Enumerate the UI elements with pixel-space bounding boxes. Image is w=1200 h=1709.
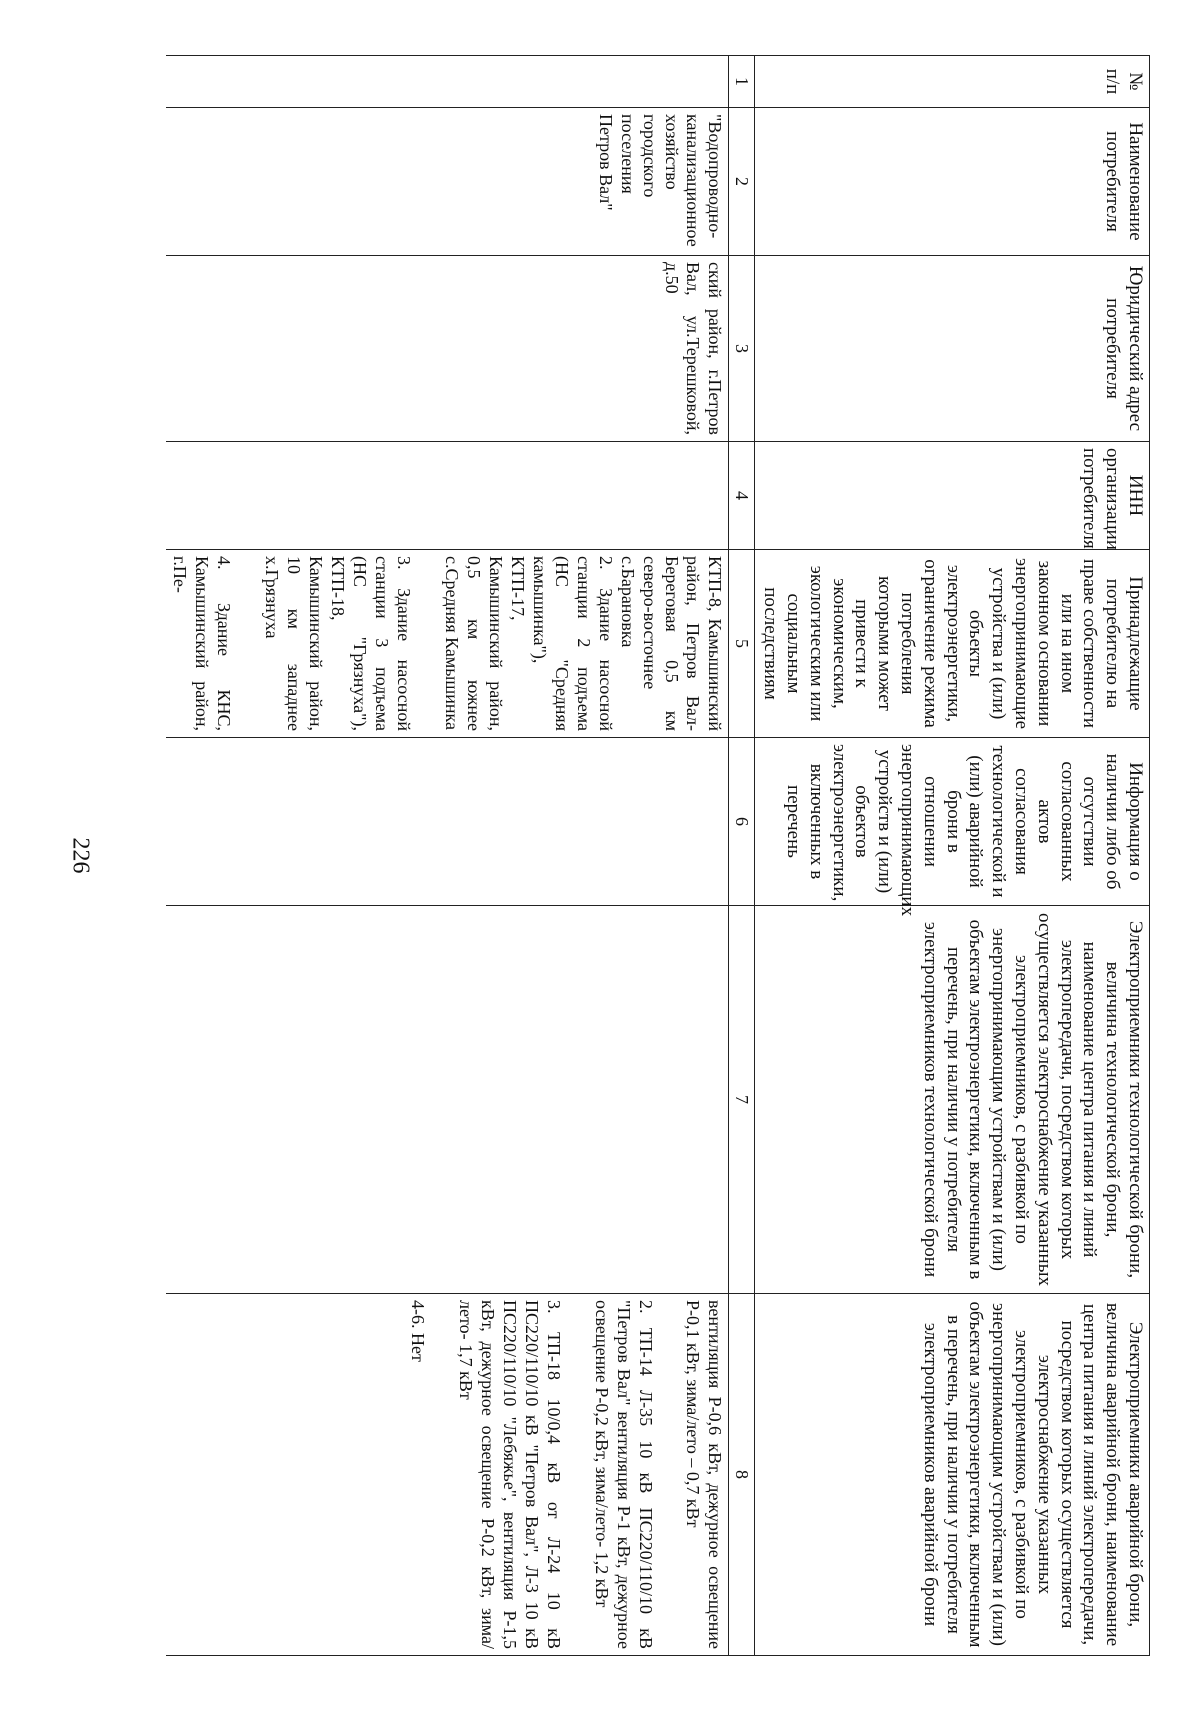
header-cell: Электроприемники технологической брони, величина технологической брони, наименование центра питания и линий электропередачи, посредством которых осуществляется электроснабжение указанных электроприемников, с разбивкой по энергопринимающим устройствам и (или) объектам электроэнергетики, включенным в перечень, при наличии у потребителя электроприемников технологической брони	[755, 906, 1150, 1294]
header-cell: Юридический адрес потребителя	[755, 256, 1150, 442]
column-number: 1	[729, 56, 755, 108]
agreement-info-cell	[166, 738, 729, 906]
inn-cell	[166, 442, 729, 550]
reserve-entry: 3. ТП-18 10/0,4 кВ от Л-24 10 кВ ПС220/110/10 кВ "Петров Вал", Л-3 10 кВ ПС220/110/10 "Лебяжье", вентиляция Р-1,5 кВт, дежурное освещение Р-0,2 кВт, зима/лето- 1,7 кВт	[455, 1300, 564, 1649]
column-number: 7	[729, 906, 755, 1294]
device-entry: 4. Здание КНС, Камышинский район, г.Пе-	[170, 556, 235, 731]
reserve-entry: 2. ТП-14 Л-35 10 кВ ПС220/110/10 кВ "Петров Вал" вентиляция Р-1 кВт, дежурное освещение Р-0,2 кВт, зима/лето- 1,2 кВт	[591, 1300, 656, 1649]
rotated-sheet	[50, 55, 1150, 1655]
consumer-table	[166, 55, 1150, 1656]
header-cell: Наименование потребителя	[755, 108, 1150, 256]
device-entry: КТП-8, Камышинский район, Петров Вал-Береговая 0,5 км северо-восточнее с.Барановка 2. Здание насосной станции 2 подъема (НС "Средняя камышинка"), КТП-17, Камышинский район, 0,5 км южнее с.Средняя Камышинка	[442, 556, 726, 731]
header-cell: ИНН организации потребителя	[755, 442, 1150, 550]
row-number-cell	[166, 56, 729, 108]
column-number: 6	[729, 738, 755, 906]
device-entry: 3. Здание насосной станции 3 подъема (НС "Грязнуха"), КТП-18, Камышинский район, 10 км западнее х.Грязнуха	[262, 556, 415, 731]
column-number-row	[729, 56, 755, 1656]
emergency-reserve-cell	[166, 1294, 729, 1656]
consumer-name-cell: "Водопроводно-канализационное хозяйство городского поселения Петров Вал"	[166, 108, 729, 256]
column-number: 3	[729, 256, 755, 442]
column-number: 2	[729, 108, 755, 256]
reserve-entry: вентиляция Р-0,6 кВт, дежурное освещение Р-0,1 кВт, зима/лето – 0,7 кВт	[683, 1300, 726, 1649]
header-cell: № п/п	[755, 56, 1150, 108]
devices-cell	[166, 550, 729, 738]
column-number: 4	[729, 442, 755, 550]
header-cell: Информация о наличии либо об отсутствии согласованных актов согласования технологической и (или) аварийной брони в отношении энергопринимающих устройств и (или) объектов электроэнергетики, включенных в перечень	[755, 738, 1150, 906]
page-number: 226	[67, 837, 94, 874]
header-cell: Электроприемники аварийной брони, величина аварийной брони, наименование центра питания и линий электропередачи, посредством которых осуществляется электроснабжение указанных электроприемников, с разбивкой по энергопринимающим устройствам и (или) объектам электроэнергетики, включенным в перечень, при наличии у потребителя электроприемников аварийной брони	[755, 1294, 1150, 1656]
legal-address-cell: ский район, г.Петров Вал, ул.Терешковой, д.50	[166, 256, 729, 442]
column-number: 8	[729, 1294, 755, 1656]
column-number: 5	[729, 550, 755, 738]
table-row	[166, 56, 729, 1656]
reserve-entry: 4-6. Нет	[407, 1300, 428, 1362]
header-cell: Принадлежащие потребителю на праве собственности или на ином законном основании энергопринимающие устройства и (или) объекты электроэнергетики, ограничение режима потребления которыми может привести к экономическим, экологическим или социальным последствиям	[755, 550, 1150, 738]
tech-reserve-cell	[166, 906, 729, 1294]
header-row	[755, 56, 1150, 1656]
